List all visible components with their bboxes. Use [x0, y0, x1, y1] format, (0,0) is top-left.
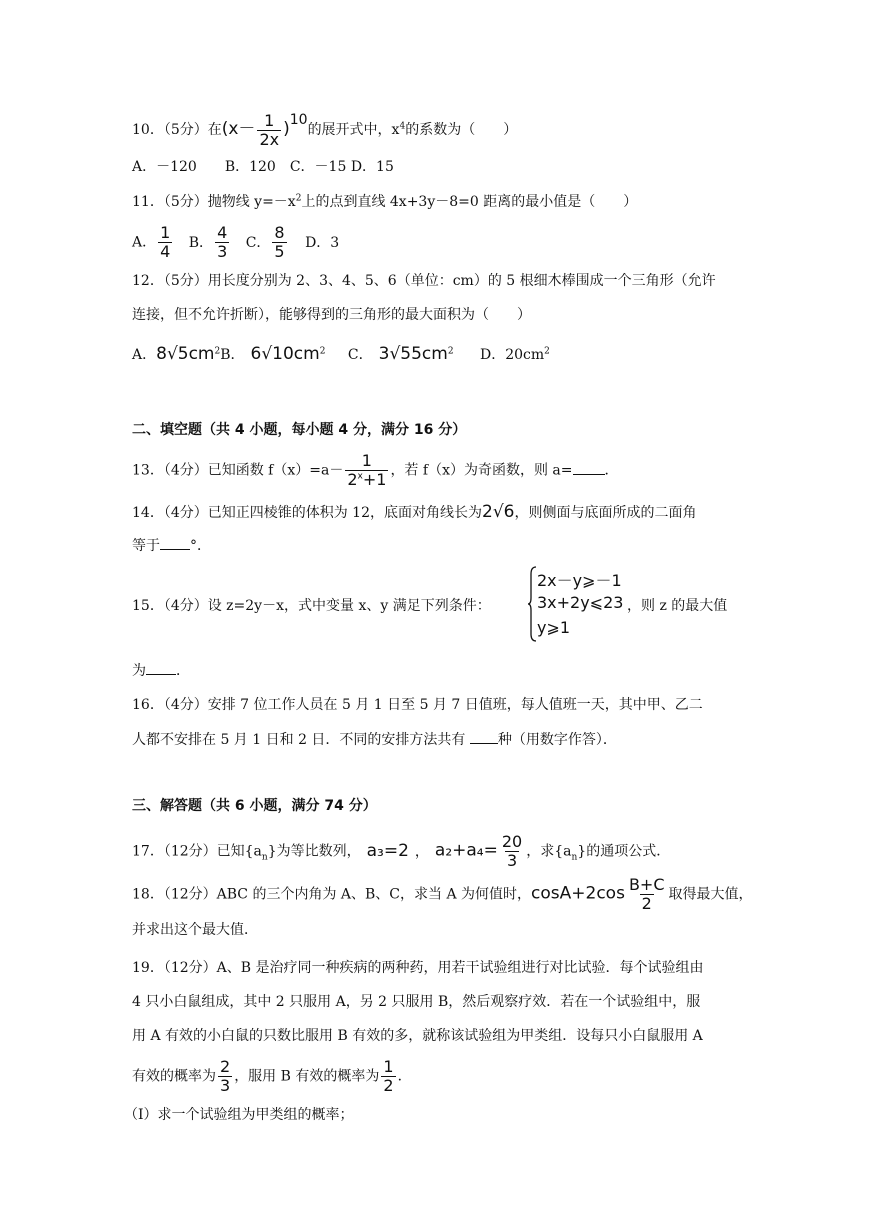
q17-mid: }为等比数列，	[267, 843, 361, 860]
q19-line-1: 19．（12分）A、B 是治疗同一种疾病的两种药，用若干试验组进行对比试验．每个试验组由	[132, 960, 704, 976]
question-17	[132, 833, 670, 870]
q19-line-2: 4 只小白鼠组成，其中 2 只服用 A，另 2 只服用 B，然后观察疗效．若在一个试验组中，服	[132, 994, 701, 1010]
q17-a3: a₃=2	[366, 840, 409, 861]
q14-line2-a: 等于	[132, 538, 160, 554]
q17-frac-num: 20	[501, 832, 523, 851]
q11-option-c-fraction	[272, 224, 286, 261]
q13-prefix: 13．（4分）已知函数 f（x）=a－	[132, 462, 344, 479]
q11-stem-b: 上的点到直线 4x+3y－8=0 距离的最小值是（ ）	[301, 194, 638, 210]
question-13	[132, 452, 619, 489]
q18-prefix: 18．（12分）ABC 的三个内角为 A、B、C，求当 A 为何值时，	[132, 886, 532, 903]
q15-condition-1: 2x－y⩾－1	[537, 571, 622, 590]
q10-frac-num: 1	[264, 110, 275, 130]
q12-line-1: 12．（5分）用长度分别为 2、3、4、5、6（单位：cm）的 5 根细木棒围成一个三角形（允许	[132, 273, 716, 289]
q12-option-c-label: C．	[347, 347, 373, 363]
left-brace-icon	[527, 566, 537, 642]
q12-option-b-label: B．	[220, 347, 245, 363]
q17-sub-1: n	[261, 852, 268, 863]
q11-option-a-label: A．	[132, 234, 157, 251]
q12-a-unit-exponent: 2	[214, 346, 221, 357]
q19-line4-a: 有效的概率为	[132, 1068, 216, 1085]
q19-line4-b: ，服用 B 有效的概率为	[234, 1068, 380, 1085]
q10-expr-left: (x－	[221, 119, 256, 139]
q10-frac-den: 2x	[259, 129, 280, 149]
q10-suffix-a: 的展开式中，x	[307, 122, 400, 138]
q17-sum: a₂+a₄=	[434, 840, 498, 861]
q12-option-c: 3√55cm	[378, 344, 448, 364]
q11-a-den: 4	[160, 242, 171, 261]
q15-prefix: 15．（4分）设 z=2y－x，式中变量 x、y 满足下列条件：	[132, 598, 491, 614]
q18-frac-den: 2	[641, 894, 652, 913]
question-14	[132, 502, 696, 523]
q13-frac-num: 1	[361, 451, 372, 470]
q12-option-d: D．20cm	[480, 347, 545, 363]
q11-option-b-label: B．	[188, 234, 214, 251]
q12-line-2: 连接，但不允许折断），能够得到的三角形的最大面积为（ ）	[132, 307, 531, 323]
q18-frac-num: B+C	[628, 875, 665, 894]
q18-suffix: 取得最大值，	[668, 886, 753, 903]
q16-answer-blank[interactable]	[470, 729, 498, 744]
q12-c-unit-exponent: 2	[447, 346, 454, 357]
q12-option-a-label: A．	[132, 347, 157, 363]
q11-option-a-fraction	[158, 224, 172, 261]
q11-option-d: D．3	[305, 234, 340, 251]
q12-d-unit-exponent: 2	[544, 346, 550, 357]
question-11	[132, 192, 637, 212]
q10-fraction	[257, 112, 281, 149]
q15-condition-2: 3x+2y⩽23	[537, 593, 624, 612]
q19-pb-num: 1	[383, 1057, 394, 1076]
q15-line2-a: 为	[132, 663, 146, 679]
q14-prefix: 14．（4分）已知正四棱锥的体积为 12，底面对角线长为	[132, 505, 482, 521]
q14-suffix: ，则侧面与底面所成的二面角	[514, 505, 697, 521]
q11-c-num: 8	[274, 223, 285, 242]
q17-suffix-a: ，求{a	[526, 843, 572, 860]
q11-b-den: 3	[217, 242, 228, 261]
q18-expr: cosA+2cos	[531, 883, 625, 904]
q15-answer-blank[interactable]	[146, 660, 176, 675]
question-10	[132, 110, 517, 149]
q17-comma: ，	[414, 843, 429, 860]
q15-line-2	[132, 660, 190, 681]
q17-prefix: 17．（12分）已知{a	[132, 843, 262, 860]
q12-options	[132, 344, 550, 365]
q13-frac-den	[345, 470, 388, 489]
q13-den-base: 2	[347, 470, 358, 489]
q13-den-tail: +1	[362, 470, 387, 489]
q16-line-1: 16．（4分）安排 7 位工作人员在 5 月 1 日至 5 月 7 日值班，每人值班一天，其中甲、乙二	[132, 697, 703, 713]
q11-a-num: 1	[160, 223, 171, 242]
q16-line-2	[132, 729, 617, 750]
q12-option-b: 6√10cm	[250, 344, 320, 364]
q16-line2-a: 人都不安排在 5 月 1 日和 2 日．不同的安排方法共有	[132, 732, 470, 748]
q12-b-unit-exponent: 2	[319, 346, 326, 357]
section-2-heading: 二、填空题（共 4 小题，每小题 4 分，满分 16 分）	[132, 422, 467, 438]
q13-fraction	[345, 452, 388, 489]
q17-fraction	[500, 833, 524, 870]
q11-options	[132, 224, 339, 261]
q17-frac-den: 3	[506, 851, 518, 870]
q12-option-a: 8√5cm	[156, 344, 215, 364]
q11-exponent: 2	[295, 193, 302, 204]
q10-suffix-b: 的系数为（ ）	[405, 122, 518, 138]
q14-line2-b: °．	[190, 538, 211, 554]
q14-answer-blank[interactable]	[160, 535, 190, 550]
q11-b-num: 4	[217, 223, 228, 242]
q14-root: 2√6	[482, 502, 515, 522]
q19-pb-den: 2	[383, 1076, 394, 1095]
q19-line-4	[132, 1058, 412, 1095]
q13-suffix: ，若 f（x）为奇函数，则 a=	[390, 462, 573, 479]
q14-line-2	[132, 535, 211, 556]
q13-end: ．	[604, 462, 619, 479]
q17-suffix-b: }的通项公式．	[577, 843, 671, 860]
q11-option-b-fraction	[215, 224, 229, 261]
q11-stem-a: 11．（5分）抛物线 y=－x	[132, 194, 296, 210]
q11-c-den: 5	[274, 242, 285, 261]
q17-sub-2: n	[571, 852, 578, 863]
q19-line-3: 用 A 有效的小白鼠的只数比服用 B 有效的多，就称该试验组为甲类组．设每只小白鼠服用 A	[132, 1028, 703, 1044]
q15-line2-b: ．	[176, 663, 190, 679]
q18-line-2: 并求出这个最大值．	[132, 922, 258, 938]
q13-answer-blank[interactable]	[573, 460, 605, 475]
q11-option-c-label: C．	[245, 234, 271, 251]
q19-prob-b-fraction	[381, 1058, 395, 1095]
q10-x-exponent: 4	[399, 121, 406, 132]
q10-options: A．－120 B．120 C．－15 D．15	[132, 159, 394, 175]
q15-suffix: ，则 z 的最大值	[627, 598, 728, 614]
q16-line2-b: 种（用数字作答）．	[497, 732, 617, 748]
q10-expr-right: )	[283, 119, 290, 139]
q19-pa-den: 3	[220, 1076, 231, 1095]
q19-prob-a-fraction	[218, 1058, 232, 1095]
q19-part-1: （Ⅰ）求一个试验组为甲类组的概率；	[124, 1107, 354, 1123]
section-3-heading: 三、解答题（共 6 小题，满分 74 分）	[132, 798, 377, 814]
q10-prefix: 10．（5分）在	[132, 122, 222, 138]
q19-pa-num: 2	[220, 1057, 231, 1076]
question-18	[132, 876, 753, 913]
q18-fraction	[627, 876, 667, 913]
q10-power: 10	[289, 112, 308, 128]
q13-den-exponent: x	[357, 471, 363, 482]
q15-condition-3: y⩾1	[537, 618, 571, 637]
q19-line4-c: ．	[397, 1068, 412, 1085]
